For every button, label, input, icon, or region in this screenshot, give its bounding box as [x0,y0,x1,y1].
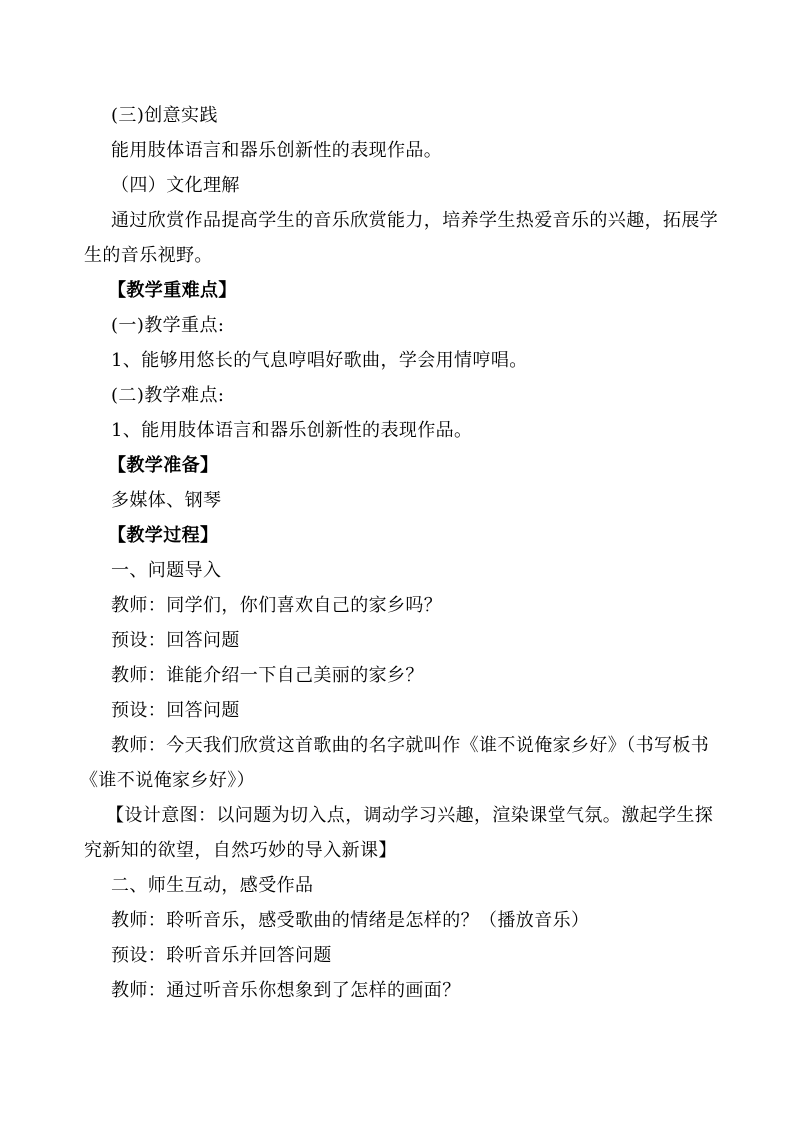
design-intent-note: 【设计意图：以问题为切入点，调动学习兴趣，渲染课堂气氛。激起学生探 [106,805,714,826]
paragraph: 多媒体、钢琴 [111,490,222,511]
dialogue-line: 预设：回答问题 [111,630,240,651]
paragraph: 能用肢体语言和器乐创新性的表现作品。 [111,140,443,161]
dialogue-continuation: 《谁不说俺家乡好》） [80,770,255,791]
list-item: 1、能够用悠长的气息哼唱好歌曲，学会用情哼唱。 [111,350,528,371]
subheading-difficulty: (二)教学难点: [111,385,225,406]
dialogue-line: 预设：聆听音乐并回答问题 [111,945,332,966]
subheading-question-intro: 一、问题导入 [111,560,222,581]
dialogue-line: 教师：通过听音乐你想象到了怎样的画面？ [111,980,461,1001]
section-heading-key-points: 【教学重难点】 [108,280,237,301]
dialogue-line: 预设：回答问题 [111,700,240,721]
paragraph-continuation: 生的音乐视野。 [84,245,213,266]
section-heading-cultural-understanding: （四）文化理解 [111,175,240,196]
dialogue-line: 教师：今天我们欣赏这首歌曲的名字就叫作《谁不说俺家乡好》（书写板书 [111,735,710,756]
dialogue-line: 教师：聆听音乐，感受歌曲的情绪是怎样的？（播放音乐） [111,910,590,931]
subheading-key-point: (一)教学重点: [111,315,225,336]
section-heading-preparation: 【教学准备】 [108,455,219,476]
subheading-interaction: 二、师生互动，感受作品 [111,875,314,896]
section-heading-process: 【教学过程】 [108,525,219,546]
design-intent-continuation: 究新知的欲望，自然巧妙的导入新课】 [84,840,397,861]
list-item: 1、能用肢体语言和器乐创新性的表现作品。 [111,420,473,441]
paragraph: 通过欣赏作品提高学生的音乐欣赏能力，培养学生热爱音乐的兴趣，拓展学 [111,210,719,231]
dialogue-line: 教师：谁能介绍一下自己美丽的家乡？ [111,665,424,686]
section-heading-creative-practice: (三)创意实践 [111,105,218,126]
dialogue-line: 教师：同学们，你们喜欢自己的家乡吗？ [111,595,443,616]
